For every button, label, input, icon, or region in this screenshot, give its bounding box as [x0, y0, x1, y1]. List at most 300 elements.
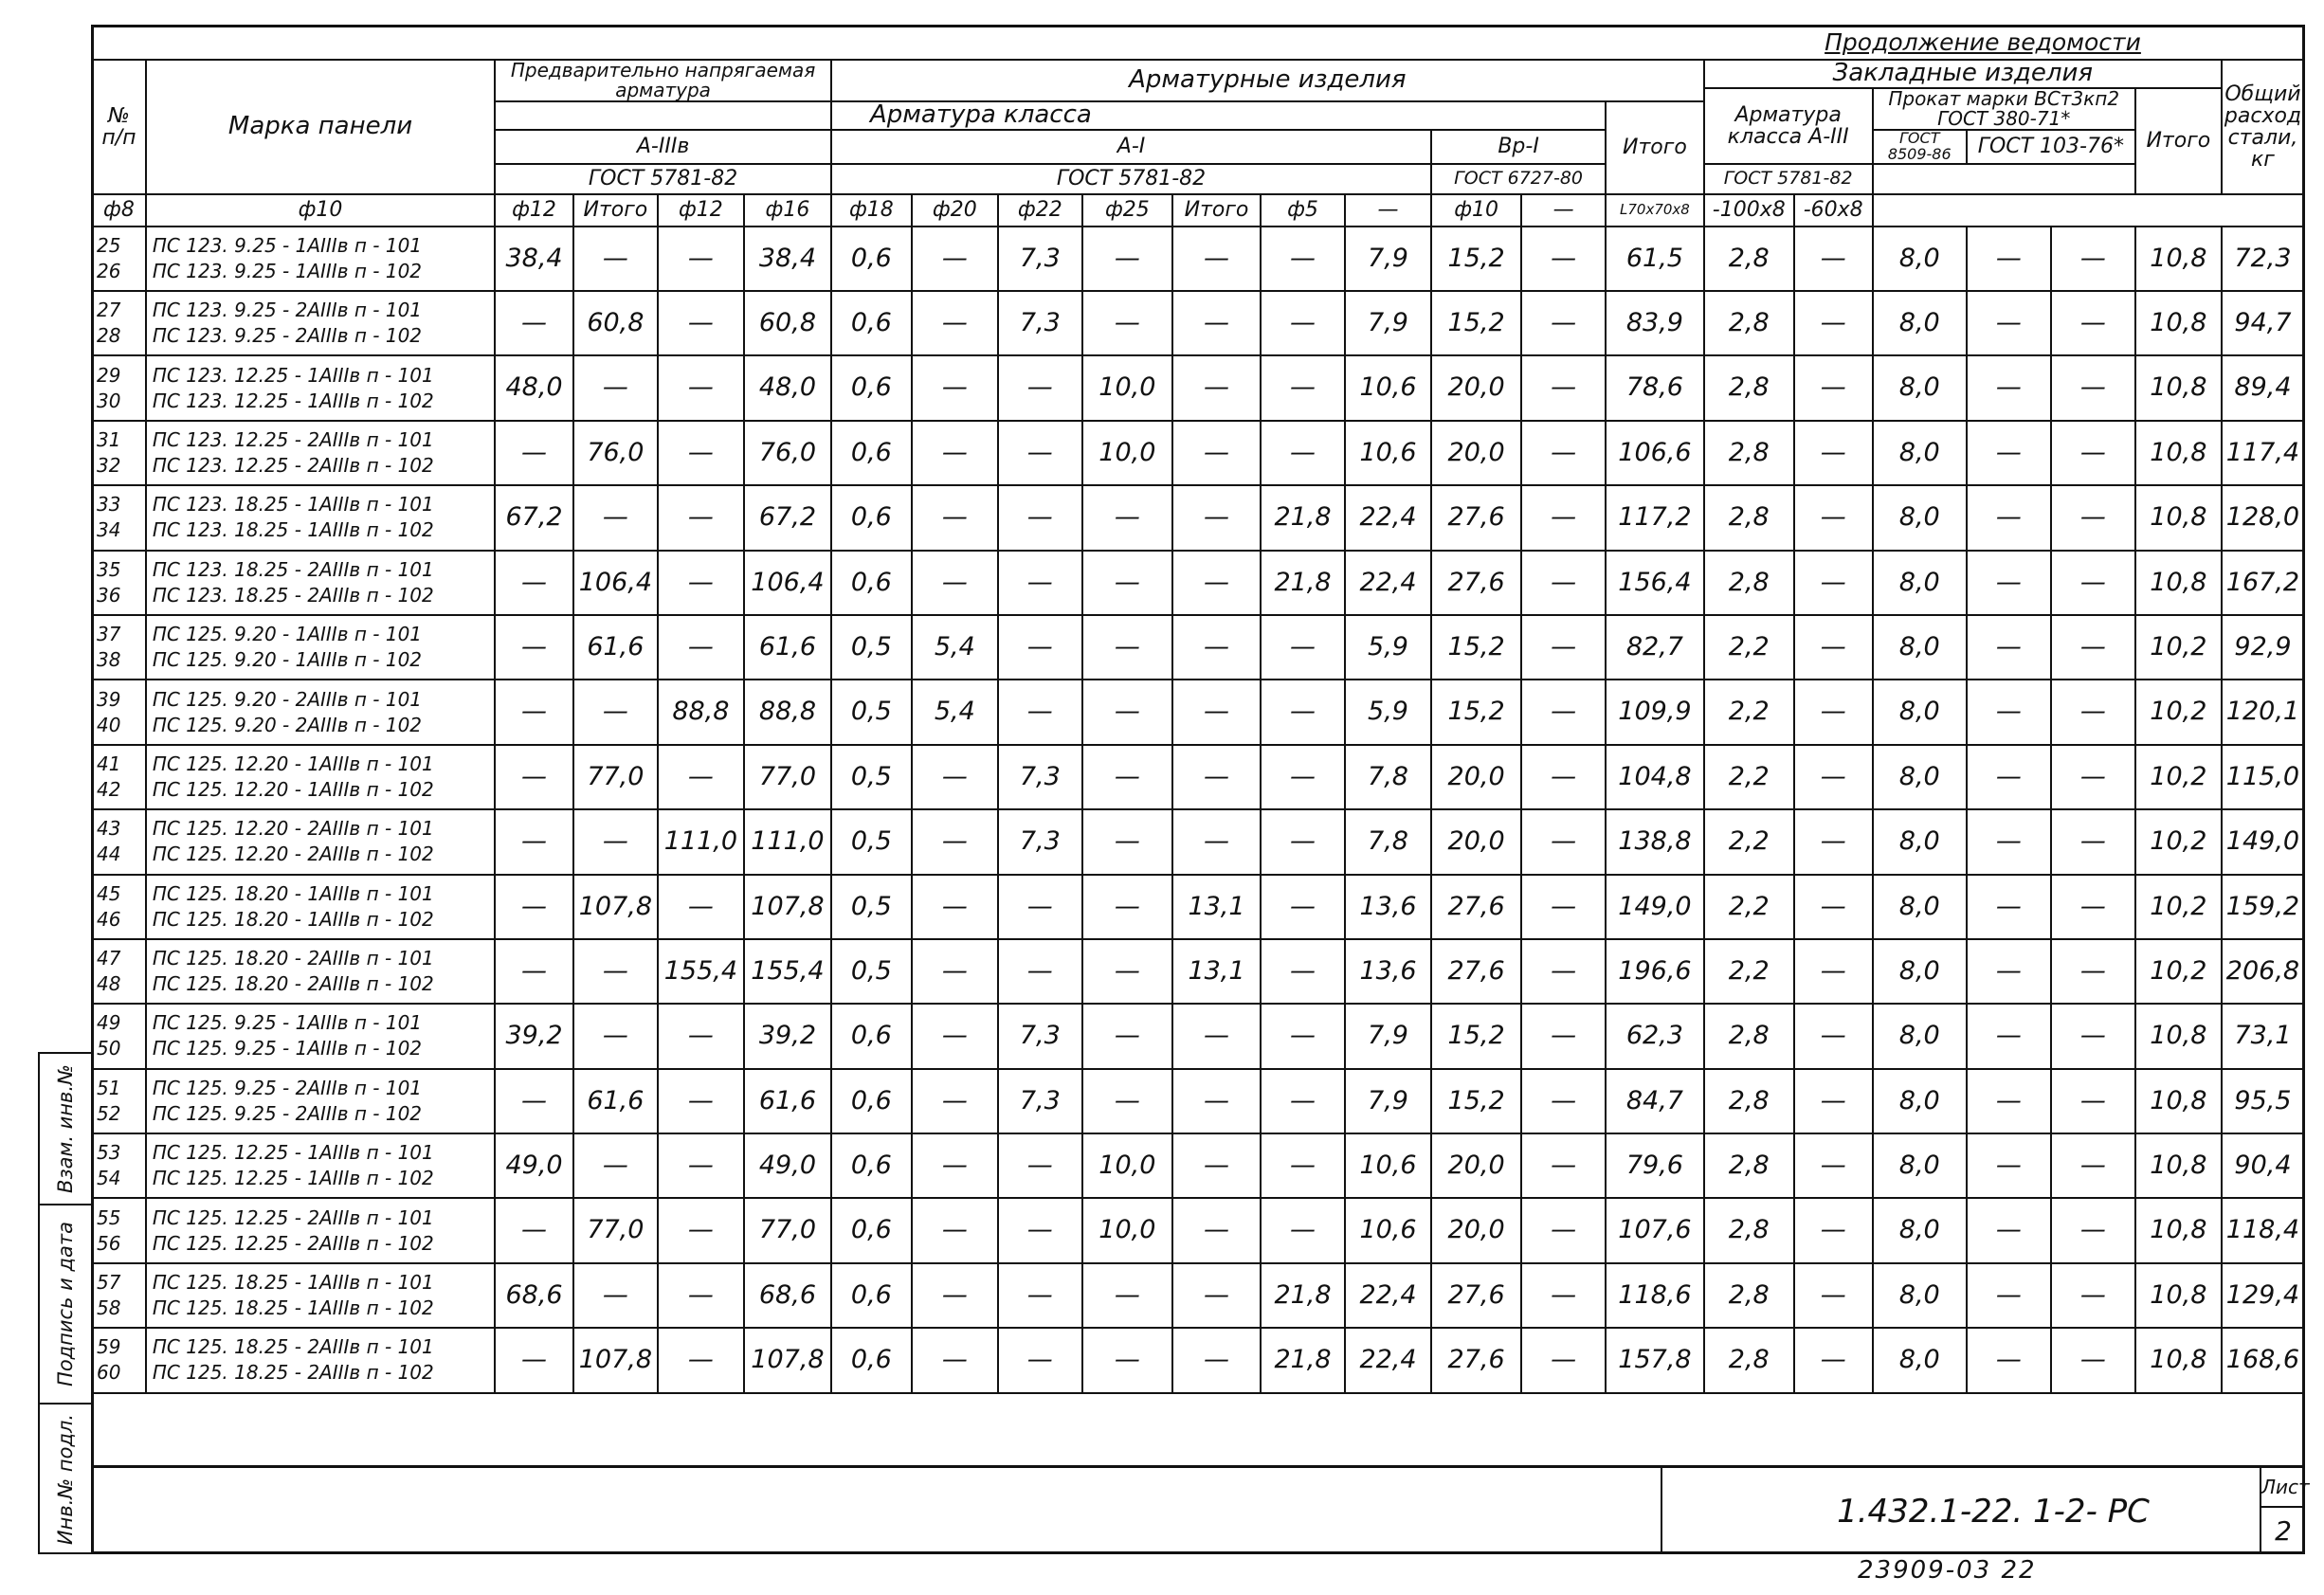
cell-value: 106,6 [1606, 421, 1704, 485]
cell-value: — [1521, 291, 1606, 355]
cell-value: 10,2 [2135, 680, 2222, 744]
cell-value: 22,4 [1345, 1263, 1431, 1328]
cell-value: — [1521, 421, 1606, 485]
cell-value: — [1521, 745, 1606, 809]
cell-value: 0,5 [831, 745, 912, 809]
cell-value: 0,6 [831, 227, 912, 291]
cell-value: 5,4 [912, 680, 998, 744]
row-number-a: 31 [97, 427, 121, 451]
cell-value: — [912, 485, 998, 550]
cell-value: 60,8 [573, 291, 658, 355]
cell-value: 7,9 [1345, 227, 1431, 291]
cell-value: 7,8 [1345, 809, 1431, 874]
cell-value: 155,4 [658, 939, 744, 1004]
cell-value: 0,6 [831, 1133, 912, 1198]
cell-value: 8,0 [1873, 615, 1967, 680]
cell-value: 92,9 [2222, 615, 2304, 680]
cell-value: — [1261, 355, 1345, 420]
table-row [92, 551, 2304, 615]
cell-value: — [2051, 1133, 2135, 1198]
cell-value: 27,6 [1431, 875, 1521, 939]
doc-code: 1.432.1-22. 1-2- РС [1661, 1468, 2324, 1554]
cell-value: — [2051, 227, 2135, 291]
cell-value: 10,0 [1082, 1133, 1172, 1198]
cell-value: — [1082, 939, 1172, 1004]
cell-value: 10,2 [2135, 939, 2222, 1004]
cell-value: — [2051, 680, 2135, 744]
cell-value: 107,8 [573, 875, 658, 939]
panel-mark [146, 1328, 495, 1392]
cell-value: 0,5 [831, 939, 912, 1004]
cell-value: 10,8 [2135, 1328, 2222, 1392]
panel-mark [146, 1004, 495, 1068]
col-sub-1: ф10 [146, 194, 495, 227]
cell-value: 15,2 [1431, 615, 1521, 680]
cell-value: 8,0 [1873, 809, 1967, 874]
panel-mark-a: ПС 125. 12.20 - 2АIIIв п - 101 [152, 817, 434, 841]
row-number-b: 52 [97, 1101, 121, 1125]
cell-value: — [1521, 1198, 1606, 1262]
cell-value: — [1794, 355, 1873, 420]
cell-value: — [1172, 291, 1261, 355]
cell-value: — [1967, 551, 2051, 615]
cell-value: 77,0 [573, 1198, 658, 1262]
cell-value: 5,4 [912, 615, 998, 680]
table-row [92, 355, 2304, 420]
panel-mark-a: ПС 125. 9.25 - 1АIIIв п - 101 [152, 1011, 423, 1035]
cell-value: 0,6 [831, 1328, 912, 1392]
row-number-a: 59 [97, 1335, 121, 1359]
cell-value: 76,0 [744, 421, 831, 485]
cell-value: — [658, 355, 744, 420]
row-number-b: 46 [97, 907, 121, 931]
cell-value: — [1082, 680, 1172, 744]
table-row [92, 1069, 2304, 1133]
cell-value: 7,3 [998, 745, 1082, 809]
panel-mark-b: ПС 123. 18.25 - 2АIIIв п - 102 [152, 583, 434, 607]
cell-value: — [1521, 551, 1606, 615]
stamp-inv: Инв.№ подл. [54, 1413, 78, 1546]
cell-value: — [912, 745, 998, 809]
cell-value: — [1794, 1133, 1873, 1198]
cell-value: — [1967, 939, 2051, 1004]
panel-mark-b: ПС 125. 18.25 - 2АIIIв п - 102 [152, 1361, 434, 1385]
cell-value: — [1261, 421, 1345, 485]
row-number [92, 1133, 146, 1198]
cell-value: 8,0 [1873, 485, 1967, 550]
col-sub-0: ф8 [92, 194, 146, 227]
cell-value: 117,4 [2222, 421, 2304, 485]
cell-value: — [1967, 227, 2051, 291]
row-number [92, 745, 146, 809]
cell-value: 2,8 [1704, 1069, 1794, 1133]
cell-value: — [998, 875, 1082, 939]
cell-value: — [2051, 421, 2135, 485]
cell-value: 61,6 [744, 615, 831, 680]
row-number-a: 53 [97, 1141, 121, 1165]
cell-value: 7,8 [1345, 745, 1431, 809]
col-sub-17: -60х8 [1794, 194, 1873, 227]
cell-value: — [658, 421, 744, 485]
cell-value: — [1967, 485, 2051, 550]
cell-value: — [1261, 227, 1345, 291]
cell-value: 27,6 [1431, 1328, 1521, 1392]
cell-value: 106,4 [573, 551, 658, 615]
cell-value: 0,6 [831, 421, 912, 485]
cell-value: — [2051, 1328, 2135, 1392]
cell-value: 7,9 [1345, 1069, 1431, 1133]
row-number-a: 37 [97, 623, 121, 646]
cell-value: 10,6 [1345, 355, 1431, 420]
cell-value: — [1172, 227, 1261, 291]
cell-value: — [1082, 227, 1172, 291]
row-number [92, 421, 146, 485]
row-number-b: 54 [97, 1167, 121, 1190]
cell-value: 8,0 [1873, 291, 1967, 355]
cell-value: — [1794, 1328, 1873, 1392]
col-prokat: Прокат марки ВСт3кп2 ГОСТ 380-71* [1873, 88, 2135, 130]
cell-value: 10,8 [2135, 355, 2222, 420]
cell-value: — [912, 939, 998, 1004]
panel-mark [146, 809, 495, 874]
cell-value: 107,8 [744, 875, 831, 939]
col-sub-10: Итого [1172, 194, 1261, 227]
col-prestressed: Предварительно напрягаемая арматура [495, 60, 831, 101]
cell-value: — [1794, 1069, 1873, 1133]
cell-value: 206,8 [2222, 939, 2304, 1004]
stamp-podpis: Подпись и дата [40, 1205, 91, 1405]
panel-mark-a: ПС 125. 18.25 - 1АIIIв п - 101 [152, 1271, 434, 1295]
cell-value: 61,6 [744, 1069, 831, 1133]
row-number [92, 355, 146, 420]
cell-value: — [658, 875, 744, 939]
cell-value: 21,8 [1261, 551, 1345, 615]
cell-value: — [495, 680, 573, 744]
cell-value: — [1172, 1198, 1261, 1262]
cell-value: — [573, 355, 658, 420]
cell-value: 8,0 [1873, 939, 1967, 1004]
cell-value: 22,4 [1345, 485, 1431, 550]
cell-value: 155,4 [744, 939, 831, 1004]
cell-value: 118,6 [1606, 1263, 1704, 1328]
row-number-b: 42 [97, 777, 121, 801]
cell-value: — [1261, 680, 1345, 744]
cell-value: — [1172, 1328, 1261, 1392]
cell-value: 0,6 [831, 291, 912, 355]
cell-value: 82,7 [1606, 615, 1704, 680]
cell-value: 129,4 [2222, 1263, 2304, 1328]
cell-value: 106,4 [744, 551, 831, 615]
cell-value: — [912, 1328, 998, 1392]
col-armatura-klassa: Арматура класса [831, 101, 1606, 130]
cell-value: — [1967, 1198, 2051, 1262]
cell-value: 15,2 [1431, 680, 1521, 744]
cell-value: — [1794, 875, 1873, 939]
cell-value: — [1967, 1328, 2051, 1392]
cell-value: — [658, 615, 744, 680]
panel-mark-b: ПС 125. 18.20 - 2АIIIв п - 102 [152, 972, 434, 996]
cell-value: — [1521, 355, 1606, 420]
cell-value: — [1172, 1004, 1261, 1068]
cell-value: — [1521, 485, 1606, 550]
table-row [92, 1133, 2304, 1198]
cell-value: — [1521, 680, 1606, 744]
panel-mark-b: ПС 125. 12.20 - 2АIIIв п - 102 [152, 843, 434, 866]
col-sub-2: ф12 [495, 194, 573, 227]
cell-value: — [1082, 875, 1172, 939]
cell-value: — [1261, 615, 1345, 680]
archive-code: 23909-03 22 [1858, 1556, 2037, 1585]
panel-mark-b: ПС 123. 18.25 - 1АIIIв п - 102 [152, 518, 434, 542]
panel-mark [146, 1263, 495, 1328]
row-number-a: 35 [97, 557, 121, 581]
cell-value: 8,0 [1873, 1328, 1967, 1392]
cell-value: 8,0 [1873, 1263, 1967, 1328]
panel-mark-b: ПС 125. 9.25 - 2АIIIв п - 102 [152, 1101, 423, 1125]
cell-value: — [1172, 1133, 1261, 1198]
cell-value: — [1967, 421, 2051, 485]
col-armatur-izdel: Арматурные изделия [831, 60, 1704, 101]
cell-value: 5,9 [1345, 615, 1431, 680]
row-number [92, 680, 146, 744]
cell-value: 149,0 [2222, 809, 2304, 874]
cell-value: — [658, 227, 744, 291]
cell-value: 7,3 [998, 1004, 1082, 1068]
row-number [92, 485, 146, 550]
cell-value: 8,0 [1873, 1004, 1967, 1068]
cell-value: — [1082, 291, 1172, 355]
cell-value: 39,2 [744, 1004, 831, 1068]
cell-value: — [1521, 1004, 1606, 1068]
cell-value: — [2051, 1069, 2135, 1133]
cell-value: — [912, 551, 998, 615]
panel-mark-b: ПС 123. 9.25 - 1АIIIв п - 102 [152, 259, 423, 282]
cell-value: 76,0 [573, 421, 658, 485]
cell-value: 90,4 [2222, 1133, 2304, 1198]
cell-value: 10,2 [2135, 615, 2222, 680]
panel-mark [146, 875, 495, 939]
cell-value: 149,0 [1606, 875, 1704, 939]
cell-value: 118,4 [2222, 1198, 2304, 1262]
cell-value: — [1082, 1069, 1172, 1133]
panel-mark [146, 1198, 495, 1262]
table-row [92, 745, 2304, 809]
cell-value: — [658, 551, 744, 615]
cell-value: 2,2 [1704, 809, 1794, 874]
cell-value: — [1261, 939, 1345, 1004]
cell-value: 61,6 [573, 615, 658, 680]
cell-value: — [658, 745, 744, 809]
panel-mark [146, 1133, 495, 1198]
panel-mark-a: ПС 125. 12.25 - 2АIIIв п - 101 [152, 1205, 434, 1229]
panel-mark-b: ПС 125. 9.20 - 1АIIIв п - 102 [152, 648, 423, 672]
row-number [92, 551, 146, 615]
cell-value: 7,9 [1345, 291, 1431, 355]
cell-value: 10,6 [1345, 1198, 1431, 1262]
cell-value: 8,0 [1873, 421, 1967, 485]
cell-value: 88,8 [744, 680, 831, 744]
cell-value: — [1794, 227, 1873, 291]
col-sub-14: — [1521, 194, 1606, 227]
row-number-b: 36 [97, 583, 121, 607]
panel-mark-a: ПС 123. 12.25 - 1АIIIв п - 101 [152, 363, 434, 387]
cell-value: 22,4 [1345, 551, 1431, 615]
cell-value: 10,0 [1082, 355, 1172, 420]
stamp-vzam: Взам. инв.№ [40, 1054, 91, 1205]
cell-value: — [912, 355, 998, 420]
cell-value: 68,6 [744, 1263, 831, 1328]
cell-value: 168,6 [2222, 1328, 2304, 1392]
row-number [92, 291, 146, 355]
col-sub-5: ф16 [744, 194, 831, 227]
panel-mark-b: ПС 123. 12.25 - 1АIIIв п - 102 [152, 389, 434, 412]
cell-value: — [1967, 355, 2051, 420]
col-zaklad: Закладные изделия [1704, 60, 2222, 88]
cell-value: 111,0 [658, 809, 744, 874]
cell-value: — [1172, 680, 1261, 744]
cell-value: — [1172, 551, 1261, 615]
cell-value: — [1261, 1198, 1345, 1262]
table-row [92, 1328, 2304, 1392]
panel-mark [146, 485, 495, 550]
table-row [92, 227, 2304, 291]
col-vr1: Вр-I [1431, 130, 1606, 164]
cell-value: 2,8 [1704, 1004, 1794, 1068]
panel-mark-b: ПС 123. 12.25 - 2АIIIв п - 102 [152, 453, 434, 477]
table-row [92, 1198, 2304, 1262]
cell-value: 27,6 [1431, 485, 1521, 550]
stamp-left [38, 1052, 91, 1554]
cell-value: 0,6 [831, 355, 912, 420]
col-a1: А-I [831, 130, 1431, 164]
panel-mark-a: ПС 125. 12.20 - 1АIIIв п - 101 [152, 752, 434, 775]
cell-value: — [1521, 1263, 1606, 1328]
cell-value: 67,2 [744, 485, 831, 550]
cell-value: 72,3 [2222, 227, 2304, 291]
row-number-a: 43 [97, 817, 121, 841]
cell-value: 21,8 [1261, 485, 1345, 550]
cell-value: 10,2 [2135, 809, 2222, 874]
row-number-a: 51 [97, 1076, 121, 1099]
cell-value: — [1172, 1263, 1261, 1328]
panel-mark-a: ПС 123. 18.25 - 1АIIIв п - 101 [152, 493, 434, 517]
cell-value: — [1967, 1069, 2051, 1133]
cell-value: 10,2 [2135, 745, 2222, 809]
cell-value: 2,8 [1704, 1328, 1794, 1392]
cell-value: 7,3 [998, 1069, 1082, 1133]
cell-value: 167,2 [2222, 551, 2304, 615]
col-sub-11: ф5 [1261, 194, 1345, 227]
cell-value: 60,8 [744, 291, 831, 355]
col-arm-a3: Арматура класса А-III [1704, 88, 1873, 164]
cell-value: 77,0 [573, 745, 658, 809]
cell-value: 15,2 [1431, 1004, 1521, 1068]
cell-value: — [1172, 355, 1261, 420]
cell-value: — [1082, 1328, 1172, 1392]
sheet-number: 2 [2275, 1515, 2292, 1547]
cell-value: — [658, 1069, 744, 1133]
cell-value: — [658, 1133, 744, 1198]
panel-mark-a: ПС 125. 18.25 - 2АIIIв п - 101 [152, 1335, 434, 1359]
cell-value: — [495, 615, 573, 680]
cell-value: — [1794, 939, 1873, 1004]
cell-value: — [573, 939, 658, 1004]
panel-mark [146, 615, 495, 680]
cell-value: 13,6 [1345, 875, 1431, 939]
cell-value: — [1172, 485, 1261, 550]
col-marka: Марка панели [146, 60, 495, 194]
cell-value: 38,4 [744, 227, 831, 291]
cell-value: 2,2 [1704, 939, 1794, 1004]
cell-value: 2,8 [1704, 1198, 1794, 1262]
cell-value: 107,8 [573, 1328, 658, 1392]
cell-value: 109,9 [1606, 680, 1704, 744]
col-sub-13: ф10 [1431, 194, 1521, 227]
cell-value: 10,0 [1082, 421, 1172, 485]
cell-value: 77,0 [744, 1198, 831, 1262]
cell-value: 39,2 [495, 1004, 573, 1068]
panel-mark-a: ПС 125. 18.20 - 2АIIIв п - 101 [152, 947, 434, 970]
cell-value: 0,5 [831, 615, 912, 680]
cell-value: — [2051, 1004, 2135, 1068]
panel-mark [146, 291, 495, 355]
cell-value: — [2051, 355, 2135, 420]
cell-value: 10,8 [2135, 1069, 2222, 1133]
row-number [92, 1069, 146, 1133]
cell-value: 8,0 [1873, 680, 1967, 744]
row-number-a: 27 [97, 299, 121, 322]
cell-value: 20,0 [1431, 1198, 1521, 1262]
continuation-label: Продолжение ведомости [1825, 28, 2141, 56]
cell-value: 0,5 [831, 809, 912, 874]
cell-value: 89,4 [2222, 355, 2304, 420]
cell-value: — [912, 1263, 998, 1328]
cell-value: — [1261, 809, 1345, 874]
row-number-b: 60 [97, 1361, 121, 1385]
cell-value: — [658, 1004, 744, 1068]
cell-value: 10,2 [2135, 875, 2222, 939]
panel-mark [146, 939, 495, 1004]
row-number [92, 227, 146, 291]
cell-value: — [912, 1069, 998, 1133]
cell-value: 0,6 [831, 1069, 912, 1133]
panel-mark-a: ПС 123. 9.25 - 1АIIIв п - 101 [152, 233, 423, 257]
cell-value: 107,8 [744, 1328, 831, 1392]
cell-value: — [573, 1004, 658, 1068]
cell-value: — [998, 939, 1082, 1004]
cell-value: 84,7 [1606, 1069, 1704, 1133]
cell-value: 8,0 [1873, 1198, 1967, 1262]
cell-value: 13,1 [1172, 939, 1261, 1004]
cell-value: 49,0 [744, 1133, 831, 1198]
cell-value: — [1082, 615, 1172, 680]
cell-value: 157,8 [1606, 1328, 1704, 1392]
cell-value: 10,0 [1082, 1198, 1172, 1262]
cell-value: 21,8 [1261, 1328, 1345, 1392]
cell-value: — [573, 809, 658, 874]
cell-value: — [573, 1133, 658, 1198]
cell-value: — [1967, 1133, 2051, 1198]
cell-value: 10,8 [2135, 421, 2222, 485]
row-number [92, 1328, 146, 1392]
row-number-b: 30 [97, 389, 121, 412]
cell-value: — [1967, 1004, 2051, 1068]
col-sub-8: ф22 [998, 194, 1082, 227]
cell-value: — [1521, 939, 1606, 1004]
cell-value: 2,2 [1704, 680, 1794, 744]
table-row [92, 421, 2304, 485]
col-sub-3: Итого [573, 194, 658, 227]
